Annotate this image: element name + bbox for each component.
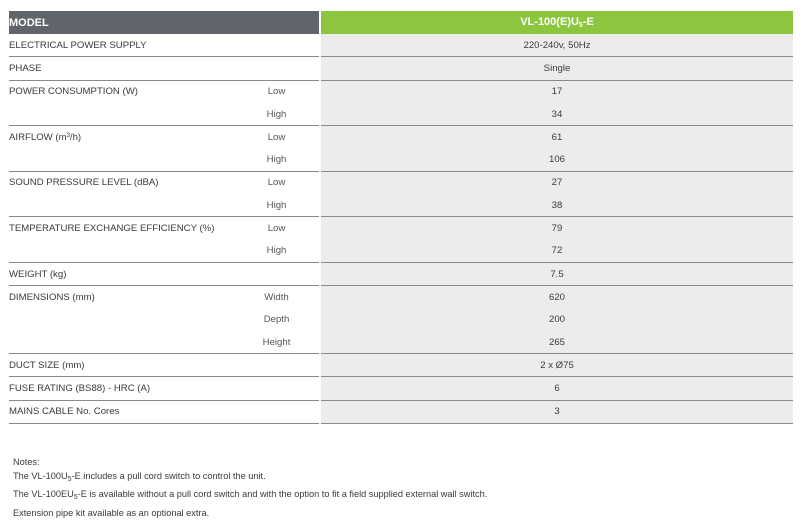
row-label: MAINS CABLE No. Cores xyxy=(9,400,320,423)
row-sublabel: Low xyxy=(267,131,286,143)
notes-line-2: The $VL-100EU_5-E$ is available without a pull cord switch and with the option to fit a field supplied external wall switch. xyxy=(13,489,488,502)
subscript: 5 xyxy=(73,494,78,502)
model-header-value xyxy=(320,11,793,34)
row-value: 106 xyxy=(320,148,793,171)
model-header-label: MODEL xyxy=(9,11,320,34)
row-label: POWER CONSUMPTION (W) xyxy=(9,86,138,98)
table-row-fuse-rating xyxy=(9,377,793,400)
table-row-airflow-low xyxy=(9,126,793,149)
table-row-mains-cable xyxy=(9,400,793,423)
table-header-row xyxy=(9,11,793,34)
table-row-sound-low xyxy=(9,171,793,194)
row-value: 220-240v, 50Hz xyxy=(320,34,793,57)
row-value: 7.5 xyxy=(320,262,793,285)
superscript: 3 xyxy=(66,132,70,139)
table-row-power-supply xyxy=(9,34,793,57)
row-label: WEIGHT (kg) xyxy=(9,262,320,285)
table-row-dimensions-depth xyxy=(9,309,793,331)
row-value: 17 xyxy=(320,80,793,103)
notes-line-3: Extension pipe kit available as an optional extra. xyxy=(13,507,210,518)
row-value: 6 xyxy=(320,377,793,400)
table-row-sound-high xyxy=(9,194,793,217)
notes-section xyxy=(13,455,487,520)
row-value: 265 xyxy=(320,331,793,354)
row-value: 72 xyxy=(320,240,793,263)
row-label: TEMPERATURE EXCHANGE EFFICIENCY (%) xyxy=(9,223,215,235)
row-value: 34 xyxy=(320,103,793,126)
row-sublabel: Depth xyxy=(263,314,290,326)
row-sublabel: Width xyxy=(264,291,289,303)
row-value: 3 xyxy=(320,400,793,423)
row-label: SOUND PRESSURE LEVEL (dBA) xyxy=(9,177,159,189)
row-sublabel: Low xyxy=(267,223,286,235)
subscript: 5 xyxy=(67,476,72,484)
table-row-dimensions-width xyxy=(9,286,793,309)
row-value: 79 xyxy=(320,217,793,240)
row-sublabel: High xyxy=(234,148,320,171)
row-value: 200 xyxy=(320,309,793,331)
row-sublabel: Low xyxy=(267,86,286,98)
row-sublabel: Low xyxy=(267,177,286,189)
row-label: DIMENSIONS (mm) xyxy=(9,291,95,303)
model-name-prefix: VL-100(E)U xyxy=(520,16,579,28)
row-label: AIRFLOW $(m^3/h)$ xyxy=(9,131,82,143)
row-value: 61 xyxy=(320,126,793,149)
table-row-temp-eff-low xyxy=(9,217,793,240)
row-value: Single xyxy=(320,57,793,80)
table-row-airflow-high xyxy=(9,148,793,171)
model-name-subscript: 5 xyxy=(578,22,583,29)
table-row-weight xyxy=(9,262,793,285)
row-value: 620 xyxy=(320,286,793,309)
row-label: FUSE RATING (BS88) - HRC (A) xyxy=(9,377,320,400)
table-row-dimensions-height xyxy=(9,331,793,354)
table-row-duct-size xyxy=(9,354,793,377)
row-sublabel: High xyxy=(234,103,320,126)
row-sublabel: Height xyxy=(234,331,320,354)
row-sublabel: High xyxy=(234,194,320,217)
row-label: ELECTRICAL POWER SUPPLY xyxy=(9,34,320,57)
row-value: 27 xyxy=(320,171,793,194)
row-value: 2 x Ø75 xyxy=(320,354,793,377)
notes-title: Notes: xyxy=(13,457,40,467)
row-label: DUCT SIZE (mm) xyxy=(9,354,320,377)
table-row-temp-eff-high xyxy=(9,240,793,263)
specification-table xyxy=(9,11,793,424)
row-sublabel: High xyxy=(234,240,320,263)
row-value: 38 xyxy=(320,194,793,217)
table-row-power-consumption-low xyxy=(9,80,793,103)
row-label: PHASE xyxy=(9,57,320,80)
table-row-phase xyxy=(9,57,793,80)
notes-line-1: The $VL-100U_5-E$ includes a pull cord switch to control the unit. xyxy=(13,471,266,484)
model-name-suffix: -E xyxy=(582,16,594,28)
table-row-power-consumption-high xyxy=(9,103,793,126)
